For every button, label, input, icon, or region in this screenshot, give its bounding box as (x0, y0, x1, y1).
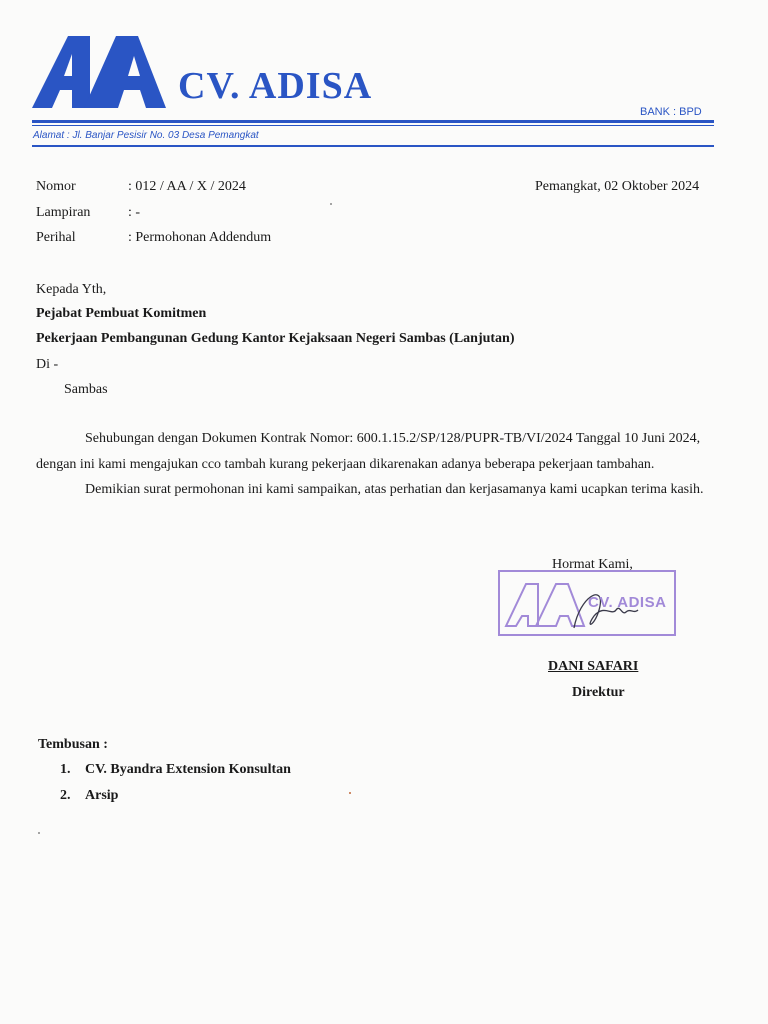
bank-label: BANK : BPD (640, 106, 702, 118)
lampiran-label: Lampiran (36, 205, 91, 220)
greeting: Kepada Yth, (36, 282, 107, 297)
cc-item-2-text: Arsip (85, 788, 119, 803)
recipient-line2: Pekerjaan Pembangunan Gedung Kantor Kejaksaan Negeri Sambas (Lanjutan) (36, 331, 515, 346)
stamp-text: CV. ADISA (588, 594, 667, 611)
header-rule-thin (32, 125, 714, 126)
scan-speck (330, 203, 332, 205)
recipient-city: Sambas (64, 382, 108, 397)
body-paragraph1-line2: dengan ini kami mengajukan cco tambah kurang pekerjaan dikarenakan adanya beberapa pekerjaan tambahan. (36, 457, 655, 472)
recipient-line1: Pejabat Pembuat Komitmen (36, 306, 207, 321)
company-logo-icon (30, 32, 170, 110)
place-date: Pemangkat, 02 Oktober 2024 (535, 179, 700, 194)
signatory-name: DANI SAFARI (548, 659, 639, 674)
scan-speck (38, 832, 40, 834)
nomor-value: : 012 / AA / X / 2024 (128, 179, 246, 194)
body-paragraph2: Demikian surat permohonan ini kami sampaikan, atas perhatian dan kerjasamanya kami ucapkan terima kasih. (85, 482, 704, 497)
address-rule (32, 145, 714, 147)
nomor-label: Nomor (36, 179, 76, 194)
lampiran-value: : - (128, 205, 141, 220)
recipient-di: Di - (36, 357, 59, 372)
closing: Hormat Kami, (552, 557, 633, 572)
cc-item-1-text: CV. Byandra Extension Konsultan (85, 762, 291, 777)
cc-heading: Tembusan : (38, 737, 108, 752)
signatory-title: Direktur (572, 685, 625, 700)
cc-item-2-num: 2. (60, 788, 71, 803)
scan-speck (349, 792, 351, 794)
company-name: CV. ADISA (178, 65, 373, 107)
body-paragraph1-line1: Sehubungan dengan Dokumen Kontrak Nomor: 600.1.15.2/SP/128/PUPR-TB/VI/2024 Tanggal 10 Juni 2024, (85, 431, 701, 446)
cc-item-1-num: 1. (60, 762, 71, 777)
perihal-value: : Permohonan Addendum (128, 230, 272, 245)
header-rule (32, 120, 714, 123)
perihal-label: Perihal (36, 230, 76, 245)
company-address: Alamat : Jl. Banjar Pesisir No. 03 Desa Pemangkat (33, 130, 259, 141)
